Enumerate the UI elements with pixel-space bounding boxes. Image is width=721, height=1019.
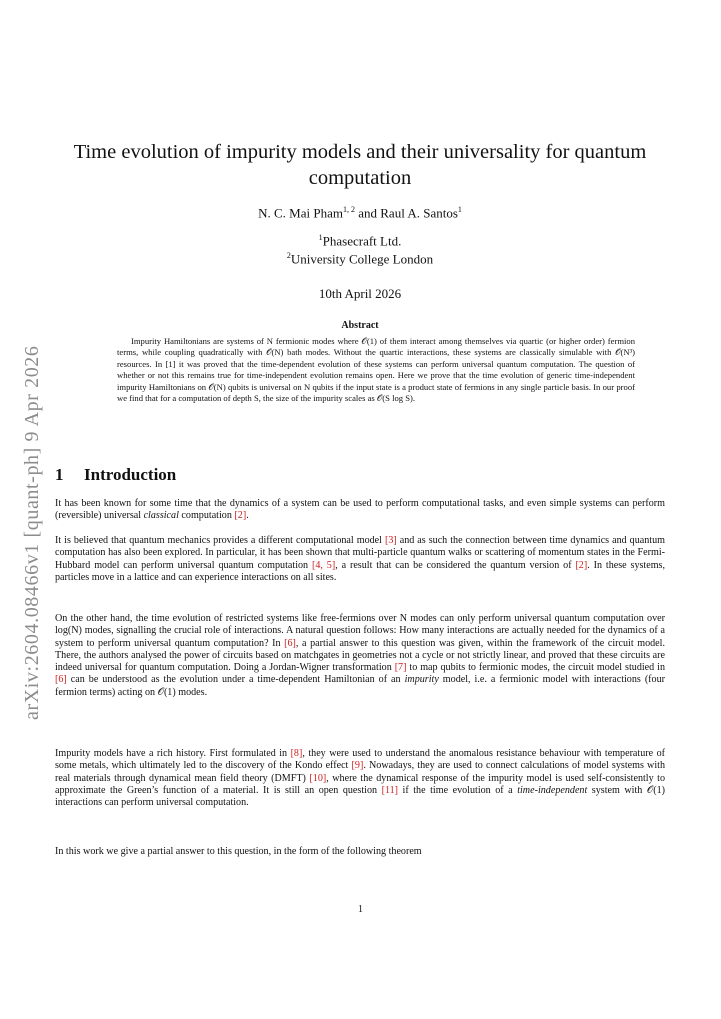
affiliation-2 [60, 251, 660, 267]
citation-link[interactable]: [6] [55, 674, 67, 686]
text-run: It has been known for some time that the dynamics of a system can be used to perform computational tasks, and even simple systems can perform (reversible) universal [55, 498, 665, 522]
text-run: , where the dynamical response of the impurity model is used self-consistently to approximate the Green’s function of a material. It is still an open question [55, 772, 665, 796]
section-title: Introduction [84, 465, 177, 484]
paragraph-5 [55, 846, 665, 858]
author-list [60, 205, 660, 221]
emphasis: impurity [404, 674, 439, 686]
text-run: . In these systems, particles move in a lattice and can experience interactions on all sites. [55, 559, 666, 583]
author-name: Raul A. Santos [380, 205, 458, 221]
abstract-text: Impurity Hamiltonians are systems of N fermionic modes where 𝒪(1) of them interact among themselves via quartic (or higher order) fermion terms, while coupling quadratically with 𝒪(N) bath modes. Without the quartic interactions, these systems are classically simulable with 𝒪(N³) resources. In [1] it was proved that the time-dependent evolution of these systems can perform universal quantum computation. The question of whether or not this remains true for time-independent evolution remains open. Here we prove that the time evolution of generic time-independent impurity Hamiltonians on 𝒪(N) qubits is universal on N qubits if the input state is a product state of fermions in any single particle basis. In our proof we find that for a computation of depth S, the size of the impurity scales as 𝒪(S log S). [117, 336, 635, 404]
text-run: to map qubits to fermionic modes, the circuit model studied in [406, 662, 665, 674]
citation-link[interactable]: [7] [394, 662, 407, 674]
text-run: system with 𝒪(1) interactions can perform universal computation. [55, 784, 665, 809]
citation-link[interactable]: [10] [309, 772, 327, 784]
text-run: and as such the connection between time dynamics and quantum computation has also been explored. In particular, it has been shown that multi-particle quantum walks or scattering of momentum states in the Fermi-Hubbard model can perform universal quantum computation [55, 535, 666, 571]
paper-title: Time evolution of impurity models and their universality for quantum computation [73, 141, 647, 189]
citation-link[interactable]: [8] [290, 748, 303, 759]
text-run: In this work we give a partial answer to this question, in the form of the following theorem [55, 846, 422, 857]
abstract-heading: Abstract [341, 320, 379, 331]
arxiv-identifier-stamp: arXiv:2604.08466v1 [quant-ph] 9 Apr 2026 [21, 345, 43, 720]
text-run: On the other hand, the time evolution of restricted systems like free-fermions over N modes can only perform universal quantum computation over log(N) modes, signalling the crucial role of interactions. A natural question follows: How many interactions are actually needed for the dynamics of a system to perform universal quantum computation? In [55, 613, 665, 649]
text-run: , a partial answer to this question was given, within the framework of the circuit model. There, the authors analysed the power of circuits based on matchgates in geometries not a cycle or not strictly linear, and proved that these circuits are indeed universal for quantum computation. Doing a Jordan-Wigner transformation [55, 637, 665, 674]
text-run: , a result that can be considered the quantum version of [335, 559, 576, 571]
citation-link[interactable]: [9] [351, 760, 364, 772]
text-run: computation [178, 510, 235, 522]
emphasis: classical [143, 510, 179, 522]
text-run: It is believed that quantum mechanics provides a different computational model [55, 535, 385, 546]
text-run: . Nowadays, they are used to connect calculations of model systems with real materials through dynamical mean field theory (DMFT) [55, 760, 665, 784]
publication-date: 10th April 2026 [318, 286, 402, 301]
author-affiliation-mark: 1 [457, 205, 462, 214]
emphasis: time-independent [517, 784, 588, 796]
text-run: model, i.e. a fermionic model with interactions (four fermion terms) acting on 𝒪(1) modes. [55, 674, 665, 698]
text-run: if the time evolution of a [398, 784, 518, 796]
paragraph-1 [55, 498, 665, 523]
text-run: Impurity models have a rich history. First formulated in [55, 748, 291, 759]
citation-link[interactable]: [6] [284, 637, 296, 649]
text-run: , they were used to understand the anomalous resistance behaviour with temperature of some metals, which ultimately led to the discovery of the Kondo effect [55, 748, 665, 772]
affiliation-name: Phasecraft Ltd. [322, 233, 402, 249]
text-run: . [246, 510, 249, 522]
text-run: can be understood as the evolution under a time-dependent Hamiltonian of an [66, 674, 405, 686]
citation-link[interactable]: [11] [381, 784, 399, 796]
paragraph-4 [55, 748, 665, 809]
section-number: 1 [55, 465, 64, 484]
citation-link[interactable]: [2] [234, 510, 247, 522]
affiliation-mark: 2 [286, 251, 291, 260]
paragraph-3 [55, 613, 665, 699]
affiliation-mark: 1 [318, 233, 323, 242]
citation-link[interactable]: [2] [575, 559, 588, 571]
section-heading [55, 465, 176, 485]
paragraph-2 [55, 535, 665, 584]
affiliation-name: University College London [290, 251, 434, 267]
author-affiliation-mark: 1, 2 [342, 205, 355, 214]
affiliation-1 [60, 233, 660, 249]
citation-link[interactable]: [3] [384, 535, 397, 546]
citation-link[interactable]: [4, 5] [311, 559, 336, 571]
author-conjunction: and [354, 205, 381, 221]
author-name: N. C. Mai Pham [258, 205, 343, 221]
page-number: 1 [358, 904, 363, 915]
